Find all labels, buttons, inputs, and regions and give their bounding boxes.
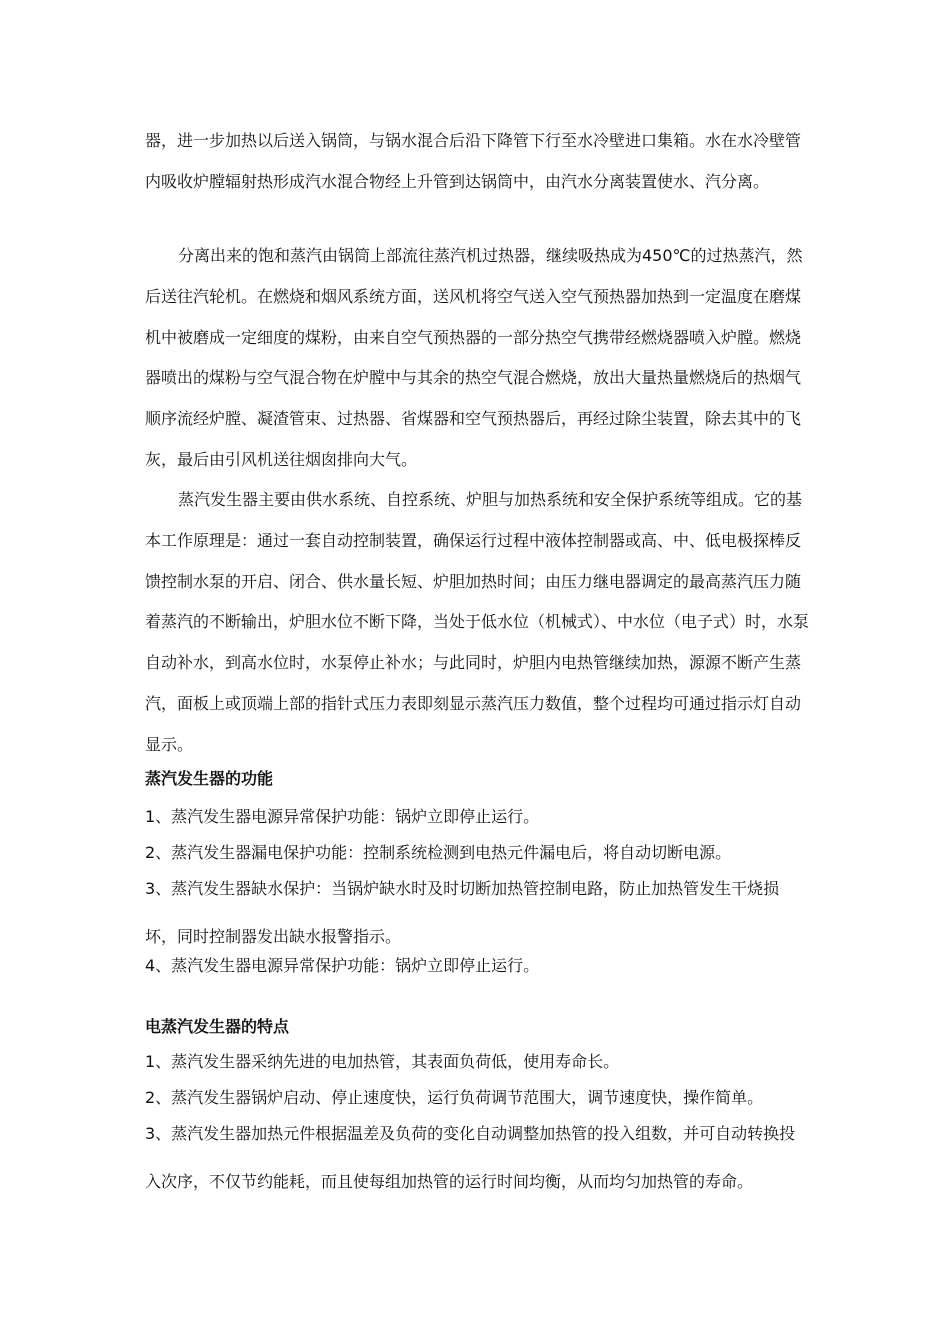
function-item-4: 4、蒸汽发生器电源异常保护功能：锅炉立即停止运行。 <box>145 956 540 975</box>
paragraph-working-principle: 蒸汽发生器主要由供水系统、自控系统、炉胆与加热系统和安全保护系统等组成。它的基本工作原理是：通过一套自动控制装置，确保运行过程中液体控制器或高、中、低电极探棒反馈控制水泵的开启、闭合、供水量长短、炉胆加热时间；由压力继电器调定的最高蒸汽压力随着蒸汽的不断输出，炉胆水位不断下降，当处于低水位（机械式）、中水位（电子式）时，水泵自动补水，到高水位时，水泵停止补水；与此同时，炉胆内电热管继续加热，源源不断产生蒸汽，面板上或顶端上部的指针式压力表即刻显示蒸汽压力数值，整个过程均可通过指示灯自动显示。 <box>145 490 810 754</box>
feature-item-2: 2、蒸汽发生器锅炉启动、停止速度快，运行负荷调节范围大，调节速度快，操作简单。 <box>145 1088 764 1107</box>
section-heading-features: 电蒸汽发生器的特点 <box>145 1017 290 1036</box>
paragraph-boiler-water-cycle: 器，进一步加热以后送入锅筒，与锅水混合后沿下降管下行至水冷壁进口集箱。水在水冷壁管内吸收炉膛辐射热形成汽水混合物经上升管到达锅筒中，由汽水分离装置使水、汽分离。 <box>145 131 802 191</box>
feature-item-3: 3、蒸汽发生器加热元件根据温差及负荷的变化自动调整加热管的投入组数，并可自动转换投入次序，不仅节约能耗，而且使每组加热管的运行时间均衡，从而均匀加热管的寿命。 <box>145 1124 796 1191</box>
paragraph-steam-and-combustion: 分离出来的饱和蒸汽由锅筒上部流往蒸汽机过热器，继续吸热成为450℃的过热蒸汽，然后送往汽轮机。在燃烧和烟风系统方面，送风机将空气送入空气预热器加热到一定温度在磨煤机中被磨成一定细度的煤粉，由来自空气预热器的一部分热空气携带经燃烧器喷入炉膛。燃烧器喷出的煤粉与空气混合物在炉膛中与其余的热空气混合燃烧，放出大量热量燃烧后的热烟气顺序流经炉膛、凝渣管束、过热器、省煤器和空气预热器后，再经过除尘装置，除去其中的飞灰，最后由引风机送往烟囱排向大气。 <box>145 246 803 469</box>
function-item-2: 2、蒸汽发生器漏电保护功能：控制系统检测到电热元件漏电后，将自动切断电源。 <box>145 843 732 862</box>
section-heading-functions: 蒸汽发生器的功能 <box>145 769 274 788</box>
function-item-3: 3、蒸汽发生器缺水保护：当锅炉缺水时及时切断加热管控制电路，防止加热管发生干烧损坏，同时控制器发出缺水报警指示。 <box>145 879 780 946</box>
feature-item-1: 1、蒸汽发生器采纳先进的电加热管，其表面负荷低，使用寿命长。 <box>145 1052 620 1071</box>
function-item-1: 1、蒸汽发生器电源异常保护功能：锅炉立即停止运行。 <box>145 807 540 826</box>
